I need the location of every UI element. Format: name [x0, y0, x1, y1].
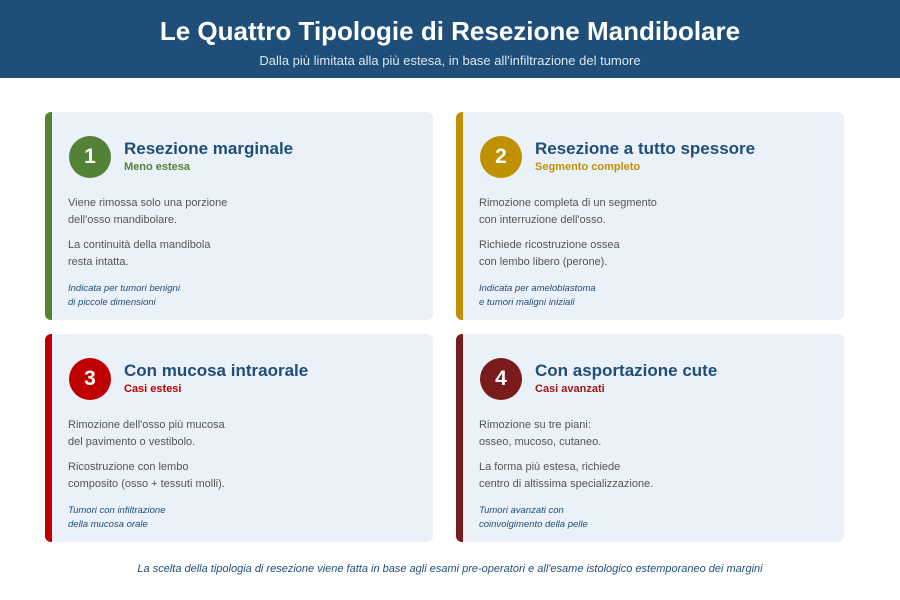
card-subtitle: Segmento completo: [535, 161, 641, 173]
card-description: [68, 417, 408, 451]
number-badge: 3: [69, 358, 111, 400]
card-indication: [479, 282, 819, 310]
card-accent-bar: [45, 112, 52, 320]
card-accent-bar: [456, 334, 463, 542]
card-description: [479, 417, 819, 451]
card-detail: [479, 459, 819, 493]
card-indication: [68, 504, 408, 532]
text-line: Indicata per ameloblastoma: [479, 283, 596, 294]
footer-note: La scelta della tipologia di resezione viene fatta in base agli esami pre-operatori e all'esame istologico estemporaneo dei margini: [137, 563, 763, 575]
page-title: Le Quattro Tipologie di Resezione Mandibolare: [159, 16, 741, 46]
text-line: Tumori avanzati con: [479, 505, 564, 516]
text-line: della mucosa orale: [68, 519, 148, 530]
card-resezione-marginale: [45, 112, 433, 320]
text-line: di piccole dimensioni: [68, 297, 156, 308]
number-badge: 2: [480, 136, 522, 178]
card-description: [68, 195, 408, 229]
card-description: [479, 195, 819, 229]
card-detail: [68, 237, 408, 271]
text-line: del pavimento o vestibolo.: [68, 436, 196, 448]
text-line: La forma più estesa, richiede: [479, 461, 621, 473]
card-accent-bar: [456, 112, 463, 320]
card-detail: [479, 237, 819, 271]
text-line: dell'osso mandibolare.: [68, 214, 178, 226]
card-title: Con mucosa intraorale: [124, 361, 309, 380]
text-line: Richiede ricostruzione ossea: [479, 239, 620, 251]
text-line: Rimozione dell'osso più mucosa: [68, 419, 225, 431]
card-resezione-tutto-spessore: [456, 112, 844, 320]
header-banner: [0, 0, 900, 78]
number-badge: 1: [69, 136, 111, 178]
card-subtitle: Casi avanzati: [535, 383, 605, 395]
text-line: resta intatta.: [68, 256, 129, 268]
card-detail: [68, 459, 408, 493]
text-line: composito (osso + tessuti molli).: [68, 478, 225, 490]
text-line: e tumori maligni iniziali: [479, 297, 575, 308]
card-title: Con asportazione cute: [535, 361, 718, 380]
text-line: Rimozione completa di un segmento: [479, 197, 657, 209]
text-line: Viene rimossa solo una porzione: [68, 197, 228, 209]
number-badge: 4: [480, 358, 522, 400]
card-mucosa-intraorale: [45, 334, 433, 542]
text-line: con interruzione dell'osso.: [479, 214, 606, 226]
text-line: con lembo libero (perone).: [479, 256, 608, 268]
card-title: Resezione marginale: [124, 139, 294, 158]
page-subtitle: Dalla più limitata alla più estesa, in base all'infiltrazione del tumore: [259, 53, 641, 68]
text-line: Ricostruzione con lembo: [68, 461, 189, 473]
card-subtitle: Meno estesa: [124, 161, 191, 173]
text-line: Tumori con infiltrazione: [68, 505, 166, 516]
card-indication: [479, 504, 819, 532]
card-accent-bar: [45, 334, 52, 542]
text-line: coinvolgimento della pelle: [479, 519, 588, 530]
card-title: Resezione a tutto spessore: [535, 139, 756, 158]
text-line: osseo, mucoso, cutaneo.: [479, 436, 602, 448]
card-subtitle: Casi estesi: [124, 383, 182, 395]
text-line: Indicata per tumori benigni: [68, 283, 180, 294]
text-line: centro di altissima specializzazione.: [479, 478, 654, 490]
card-indication: [68, 282, 408, 310]
text-line: Rimozione su tre piani:: [479, 419, 591, 431]
card-asportazione-cute: [456, 334, 844, 542]
text-line: La continuità della mandibola: [68, 239, 211, 251]
